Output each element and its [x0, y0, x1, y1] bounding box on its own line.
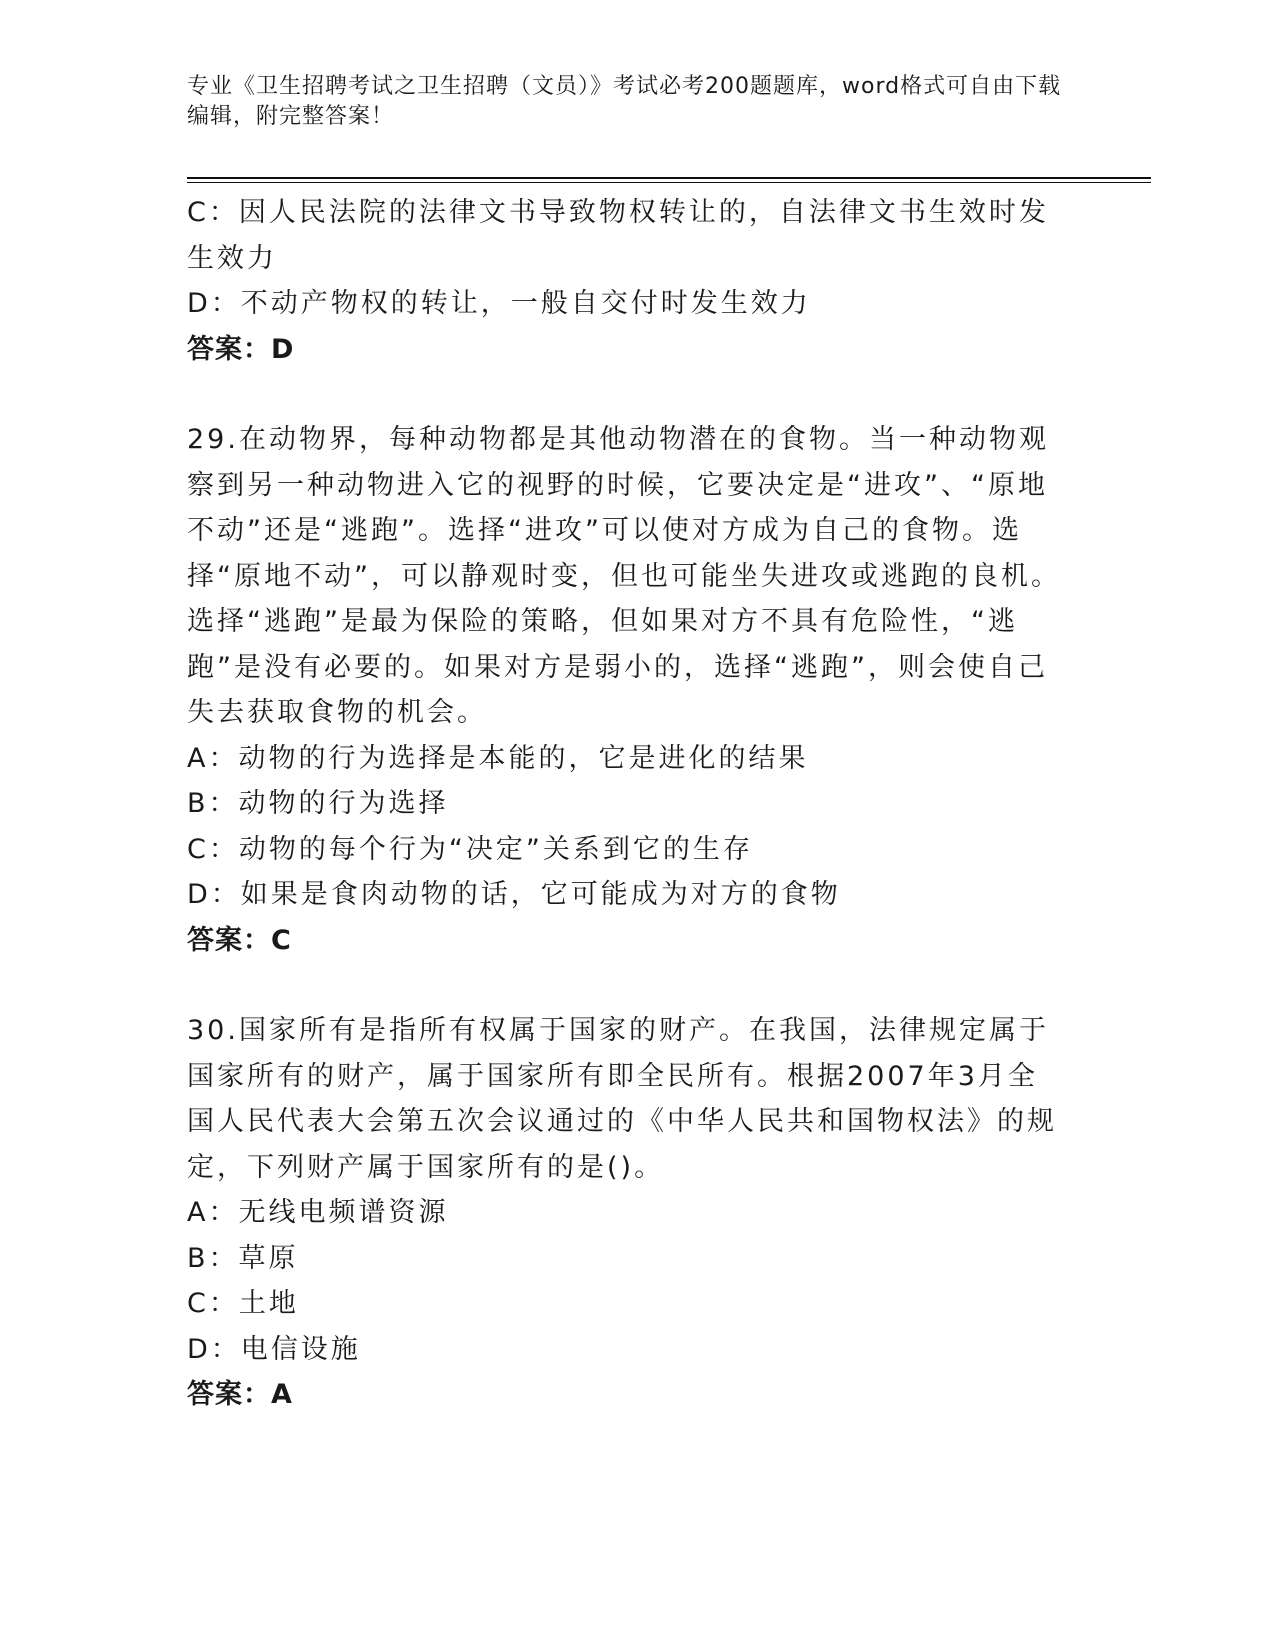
- option-d: D：不动产物权的转让，一般自交付时发生效力: [187, 288, 811, 319]
- question-stem: 30.国家所有是指所有权属于国家的财产。在我国，法律规定属于国家所有的财产，属于国家所有即全民所有。根据2007年3月全国人民代表大会第五次会议通过的《中华人民共和国物权法》的规定，下列财产属于国家所有的是()。: [187, 1015, 1057, 1183]
- option-b: B：动物的行为选择: [187, 788, 449, 819]
- answer-line: 答案：D: [187, 333, 295, 365]
- option-d: D：如果是食肉动物的话，它可能成为对方的食物: [187, 879, 841, 910]
- option-a: A：无线电频谱资源: [187, 1197, 449, 1228]
- option-c: C：土地: [187, 1288, 299, 1319]
- option-c: C：因人民法院的法律文书导致物权转让的，自法律文书生效时发生效力: [187, 197, 1049, 274]
- question-30: [187, 1008, 1067, 1418]
- option-b: B：草原: [187, 1242, 299, 1274]
- answer-line: 答案：A: [187, 1379, 293, 1410]
- option-d: D：电信设施: [187, 1333, 361, 1365]
- option-a: A：动物的行为选择是本能的，它是进化的结果: [187, 742, 809, 774]
- answer-line: 答案：C: [187, 924, 292, 956]
- previous-question-tail: [187, 190, 1067, 372]
- document-body: [187, 190, 1067, 1418]
- document-header: 专业《卫生招聘考试之卫生招聘（文员）》考试必考200题题库，word格式可自由下载编辑，附完整答案！: [187, 74, 1062, 129]
- option-c: C：动物的每个行为“决定”关系到它的生存: [187, 833, 753, 865]
- header-divider-thick: [187, 177, 1151, 179]
- question-29: [187, 417, 1067, 963]
- header-divider-thin: [187, 182, 1151, 183]
- question-stem: 29.在动物界，每种动物都是其他动物潜在的食物。当一种动物观察到另一种动物进入它的视野的时候，它要决定是“进攻”、“原地不动”还是“逃跑”。选择“进攻”可以使对方成为自己的食物。选择“原地不动”，可以静观时变，但也可能坐失进攻或逃跑的良机。选择“逃跑”是最为保险的策略，但如果对方不具有危险性，“逃跑”是没有必要的。如果对方是弱小的，选择“逃跑”，则会使自己失去获取食物的机会。: [187, 424, 1061, 728]
